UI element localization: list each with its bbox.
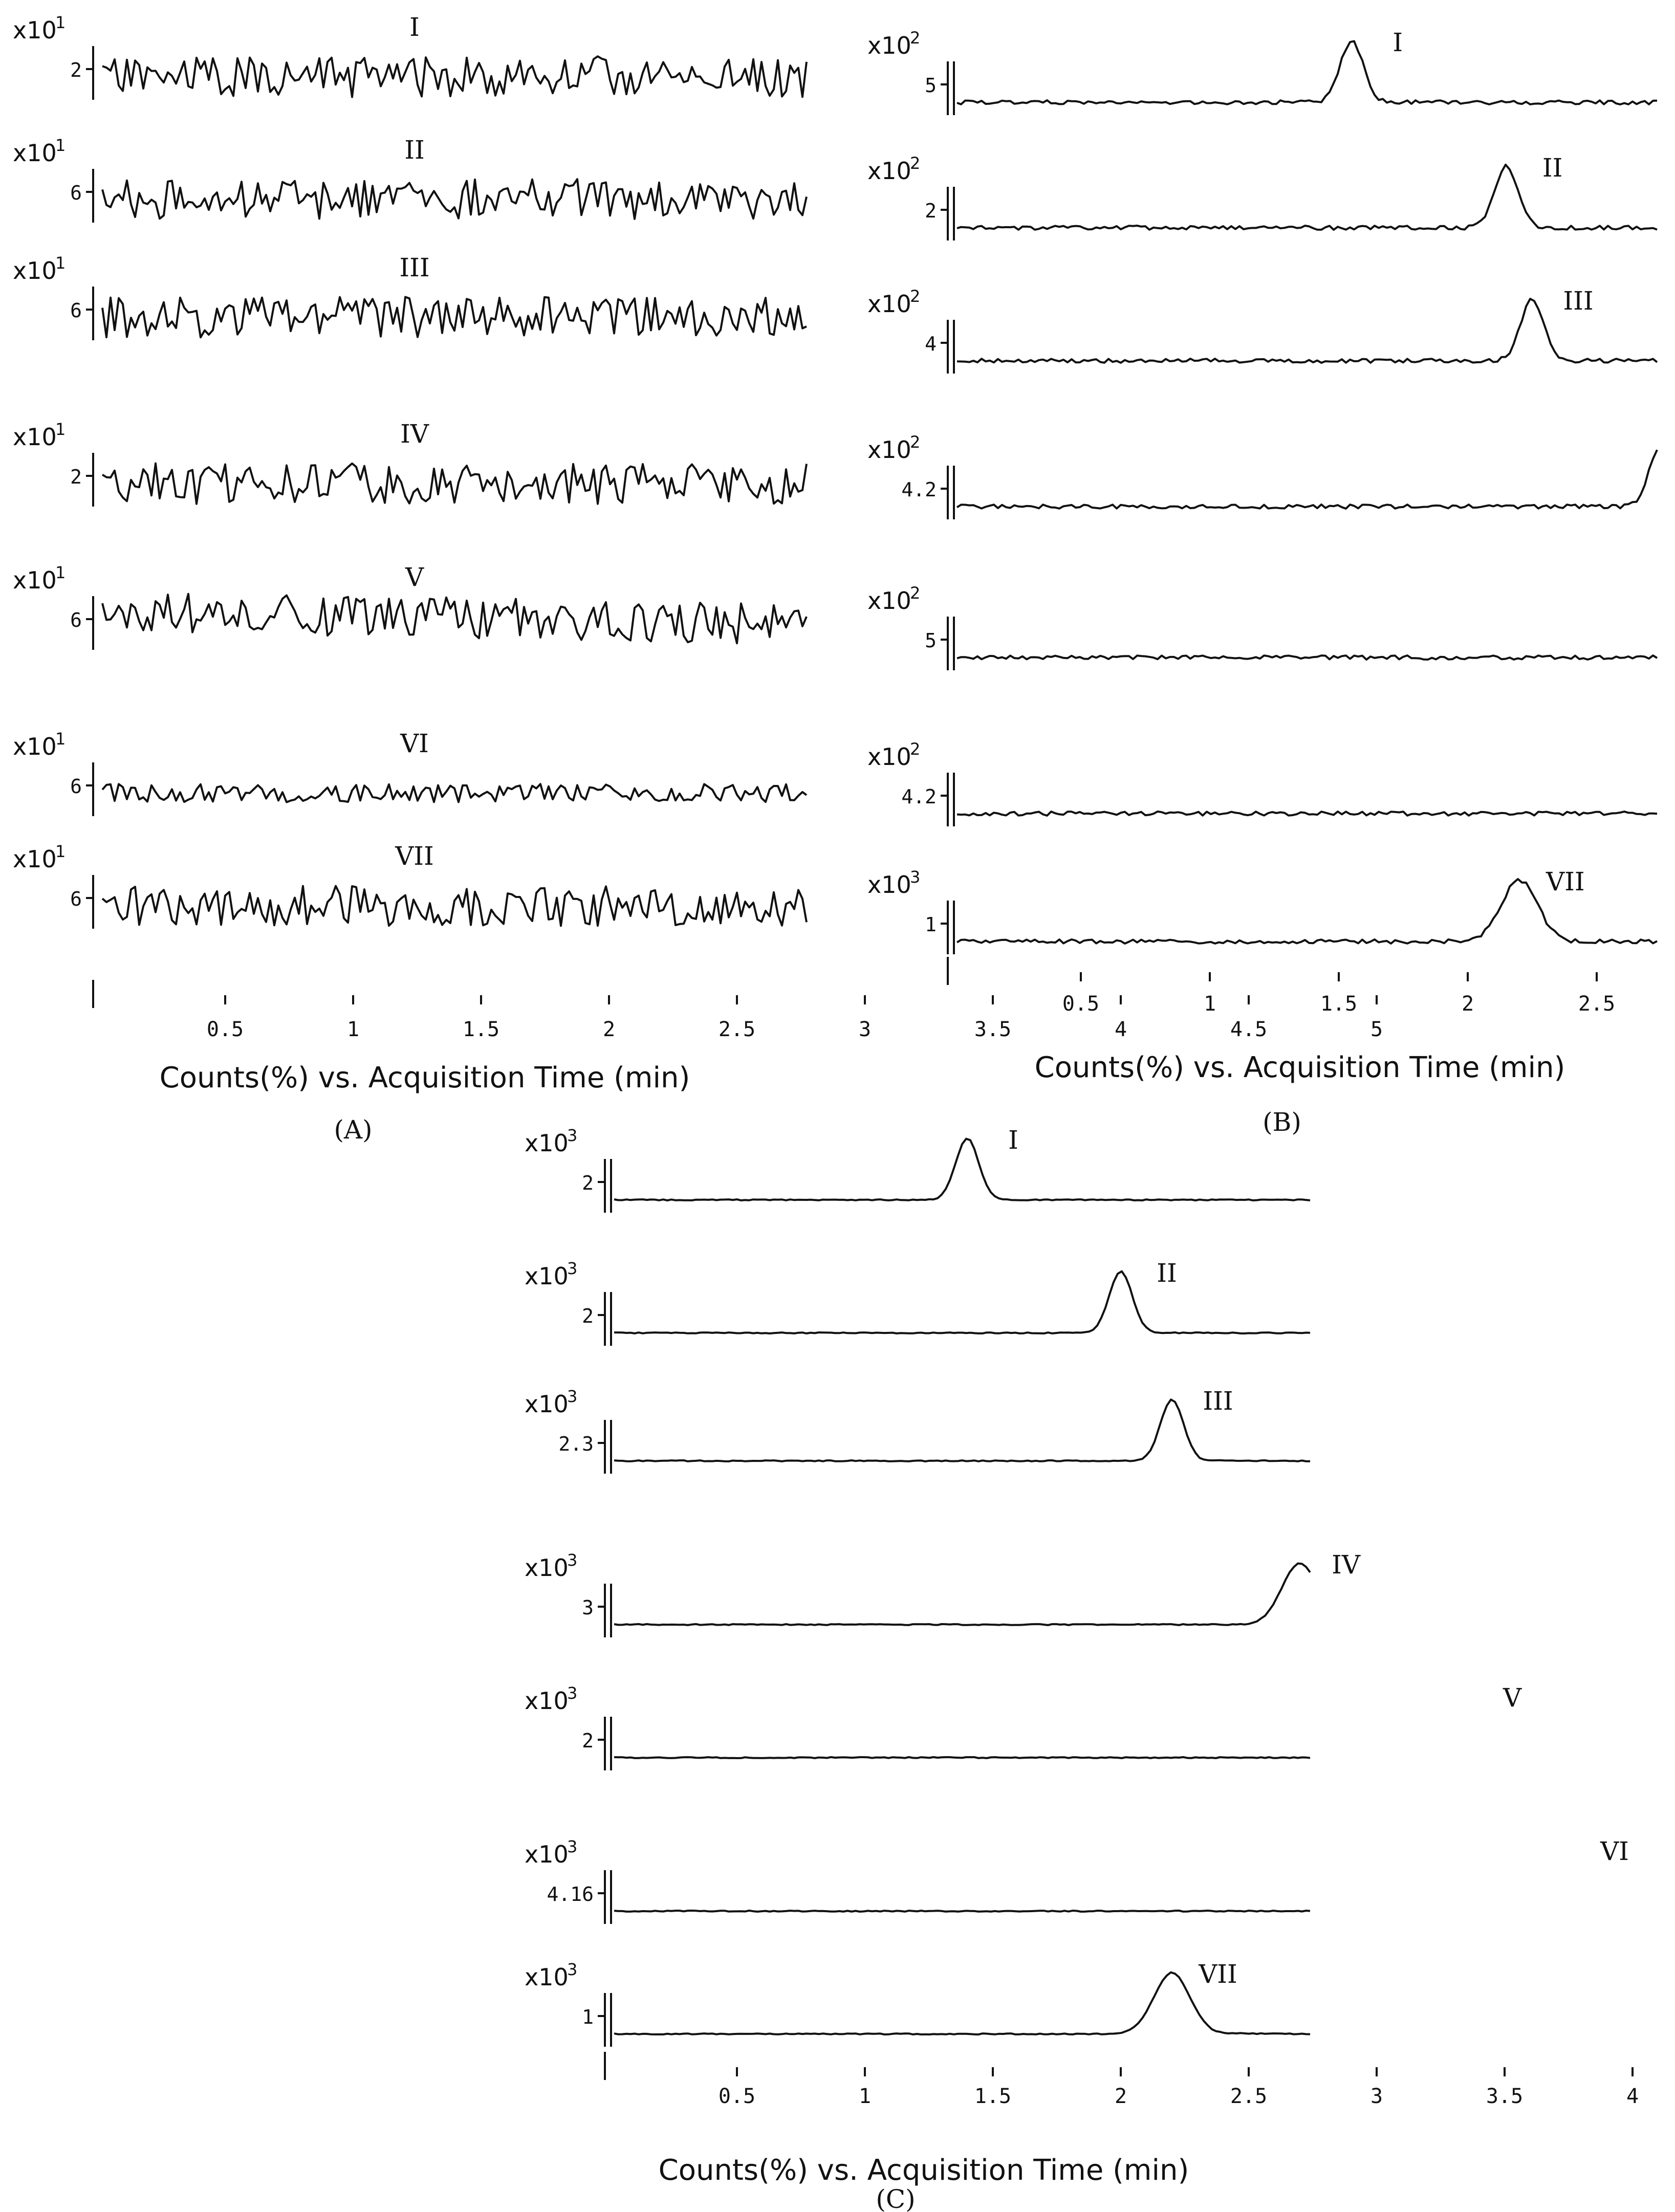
y-tick-label: 5 [925, 629, 937, 652]
y-tick-label: 4.16 [547, 1883, 594, 1906]
y-multiplier-exponent: 2 [910, 154, 921, 173]
y-multiplier-exponent: 1 [55, 13, 66, 32]
chart-panel-3 [525, 1125, 1675, 2212]
y-multiplier-label: x10 [525, 1963, 569, 1991]
chart-panel-1 [13, 12, 1383, 1145]
trace-row [13, 12, 807, 100]
y-multiplier-exponent: 3 [567, 1259, 578, 1278]
y-multiplier-label: x10 [525, 1687, 569, 1715]
series-label: IV [400, 419, 429, 449]
y-multiplier-exponent: 2 [910, 432, 921, 452]
y-multiplier-exponent: 2 [910, 28, 921, 48]
y-multiplier-exponent: 3 [567, 1960, 578, 1979]
y-multiplier-exponent: 1 [55, 136, 66, 155]
x-tick-label: 0.5 [1062, 992, 1100, 1016]
y-tick-label: 3 [582, 1596, 594, 1619]
chromatogram-trace [102, 594, 807, 644]
x-tick-label: 4 [1114, 1018, 1127, 1041]
x-tick-label: 3.5 [974, 1018, 1012, 1041]
x-tick-label: 4 [1626, 2085, 1639, 2108]
trace-row [867, 867, 1657, 954]
x-axis-title: Counts(%) vs. Acquisition Time (min) [159, 1061, 690, 1094]
y-multiplier-label: x10 [13, 845, 57, 873]
x-tick-label: 0.5 [206, 1018, 244, 1041]
series-label: II [1542, 153, 1563, 183]
y-tick-label: 2.3 [558, 1433, 594, 1455]
chromatogram-trace [614, 1757, 1310, 1758]
trace-row [13, 562, 807, 650]
trace-row [13, 253, 807, 340]
series-label: I [409, 12, 420, 42]
chart-panel-2 [867, 28, 1675, 1137]
trace-row [867, 739, 1675, 826]
x-tick-label: 3 [858, 1018, 872, 1041]
y-multiplier-exponent: 2 [910, 287, 921, 306]
chromatogram-trace [957, 450, 1657, 509]
x-tick-label: 1.5 [462, 1018, 500, 1041]
y-multiplier-exponent: 3 [567, 1126, 578, 1145]
y-multiplier-label: x10 [525, 1262, 569, 1290]
y-multiplier-exponent: 3 [567, 1387, 578, 1406]
y-multiplier-exponent: 3 [567, 1683, 578, 1703]
series-label: I [1008, 1125, 1018, 1155]
trace-row [867, 28, 1657, 115]
x-tick-label: 1 [858, 2085, 872, 2108]
series-label: VI [1600, 1836, 1629, 1866]
chromatogram-trace [614, 1564, 1310, 1626]
series-label: II [1157, 1258, 1177, 1288]
x-tick-label: 5 [1370, 1018, 1383, 1041]
chromatogram-trace [102, 179, 807, 219]
y-tick-label: 6 [70, 888, 82, 910]
y-multiplier-label: x10 [13, 16, 57, 44]
y-tick-label: 5 [925, 74, 937, 97]
trace-row [525, 1959, 1310, 2047]
y-tick-label: 4.2 [901, 785, 937, 808]
trace-row [13, 729, 807, 816]
y-multiplier-label: x10 [13, 139, 57, 167]
series-label: VII [395, 841, 434, 871]
y-multiplier-exponent: 3 [910, 867, 921, 887]
x-tick-label: 3.5 [1486, 2085, 1524, 2108]
series-label: I [1393, 28, 1403, 57]
chromatogram-trace [102, 464, 807, 504]
x-axis [948, 957, 1675, 1016]
y-multiplier-exponent: 1 [55, 420, 66, 439]
series-label: III [1563, 286, 1594, 316]
series-label: II [404, 135, 425, 165]
chromatogram-trace [614, 1272, 1310, 1333]
y-multiplier-label: x10 [13, 566, 57, 594]
chromatogram-trace [102, 784, 807, 802]
y-tick-label: 1 [925, 913, 937, 936]
trace-row [13, 135, 807, 223]
trace-row [867, 153, 1657, 240]
y-multiplier-exponent: 1 [55, 842, 66, 861]
y-tick-label: 2 [70, 466, 82, 488]
y-tick-label: 2 [582, 1305, 594, 1327]
y-tick-label: 6 [70, 609, 82, 631]
x-tick-label: 3 [1370, 2085, 1383, 2108]
series-label: III [399, 253, 430, 282]
y-multiplier-label: x10 [867, 587, 911, 615]
y-multiplier-exponent: 3 [567, 1550, 578, 1570]
x-tick-label: 1 [1203, 992, 1216, 1016]
x-tick-label: 0.5 [718, 2085, 756, 2108]
panel-label: (C) [876, 2184, 916, 2212]
y-multiplier-exponent: 1 [55, 729, 66, 749]
trace-row [13, 841, 807, 929]
chromatogram-trace [614, 1139, 1310, 1201]
x-tick-label: 2.5 [718, 1018, 756, 1041]
y-tick-label: 6 [70, 182, 82, 204]
x-tick-label: 2 [1114, 2085, 1127, 2108]
chromatogram-trace [957, 812, 1657, 816]
x-axis [93, 980, 1383, 1041]
series-label: IV [1332, 1550, 1360, 1580]
y-multiplier-label: x10 [867, 436, 911, 464]
y-multiplier-exponent: 1 [55, 253, 66, 273]
x-tick-label: 2.5 [1578, 992, 1616, 1016]
y-multiplier-label: x10 [867, 743, 911, 771]
y-multiplier-exponent: 2 [910, 583, 921, 603]
series-label: V [405, 562, 424, 592]
x-tick-label: 2.5 [1230, 2085, 1268, 2108]
x-axis-title: Counts(%) vs. Acquisition Time (min) [658, 2154, 1189, 2187]
y-multiplier-label: x10 [867, 157, 911, 185]
trace-row [525, 1836, 1629, 1924]
trace-row [525, 1258, 1310, 1346]
x-tick-label: 2 [602, 1018, 616, 1041]
y-multiplier-exponent: 2 [910, 739, 921, 759]
y-tick-label: 2 [582, 1172, 594, 1194]
y-tick-label: 6 [70, 775, 82, 798]
chromatogram-trace [102, 297, 807, 337]
y-tick-label: 4 [925, 333, 937, 355]
trace-row [867, 432, 1675, 519]
y-tick-label: 2 [925, 200, 937, 222]
x-tick-label: 1.5 [974, 2085, 1012, 2108]
series-label: VII [1199, 1959, 1237, 1989]
y-multiplier-label: x10 [867, 32, 911, 59]
y-tick-label: 1 [582, 2006, 594, 2028]
y-tick-label: 2 [582, 1729, 594, 1752]
y-tick-label: 2 [70, 59, 82, 81]
y-multiplier-label: x10 [525, 1129, 569, 1157]
chromatogram-trace [614, 1911, 1310, 1912]
y-multiplier-label: x10 [525, 1554, 569, 1582]
trace-row [525, 1386, 1310, 1474]
x-tick-label: 4.5 [1230, 1018, 1268, 1041]
x-axis [605, 2052, 1675, 2108]
x-tick-label: 1 [346, 1018, 360, 1041]
series-label: V [1503, 1683, 1522, 1713]
x-tick-label: 2 [1461, 992, 1474, 1016]
chromatogram-trace [957, 299, 1657, 363]
y-multiplier-label: x10 [13, 257, 57, 284]
chromatogram-trace [957, 41, 1657, 104]
y-multiplier-label: x10 [867, 290, 911, 318]
series-label: VII [1546, 867, 1585, 896]
panel-label: (B) [1263, 1107, 1301, 1137]
y-multiplier-label: x10 [13, 423, 57, 451]
series-label: VI [400, 729, 429, 758]
trace-row [867, 286, 1657, 374]
chromatogram-trace [957, 655, 1657, 660]
y-tick-label: 6 [70, 299, 82, 322]
x-tick-label: 1.5 [1320, 992, 1358, 1016]
chromatogram-trace [102, 886, 807, 926]
y-multiplier-exponent: 1 [55, 563, 66, 582]
y-multiplier-label: x10 [867, 871, 911, 899]
trace-row [525, 1550, 1361, 1637]
panel-label: (A) [334, 1115, 373, 1145]
y-multiplier-exponent: 3 [567, 1837, 578, 1856]
y-multiplier-label: x10 [525, 1390, 569, 1418]
trace-row [525, 1125, 1310, 1213]
trace-row [867, 583, 1675, 670]
series-label: III [1203, 1386, 1233, 1416]
chromatogram-trace [102, 56, 807, 97]
x-axis-title: Counts(%) vs. Acquisition Time (min) [1034, 1051, 1565, 1084]
y-multiplier-label: x10 [13, 733, 57, 760]
trace-row [525, 1683, 1522, 1770]
y-tick-label: 4.2 [901, 478, 937, 501]
trace-row [13, 419, 807, 507]
y-multiplier-label: x10 [525, 1841, 569, 1868]
